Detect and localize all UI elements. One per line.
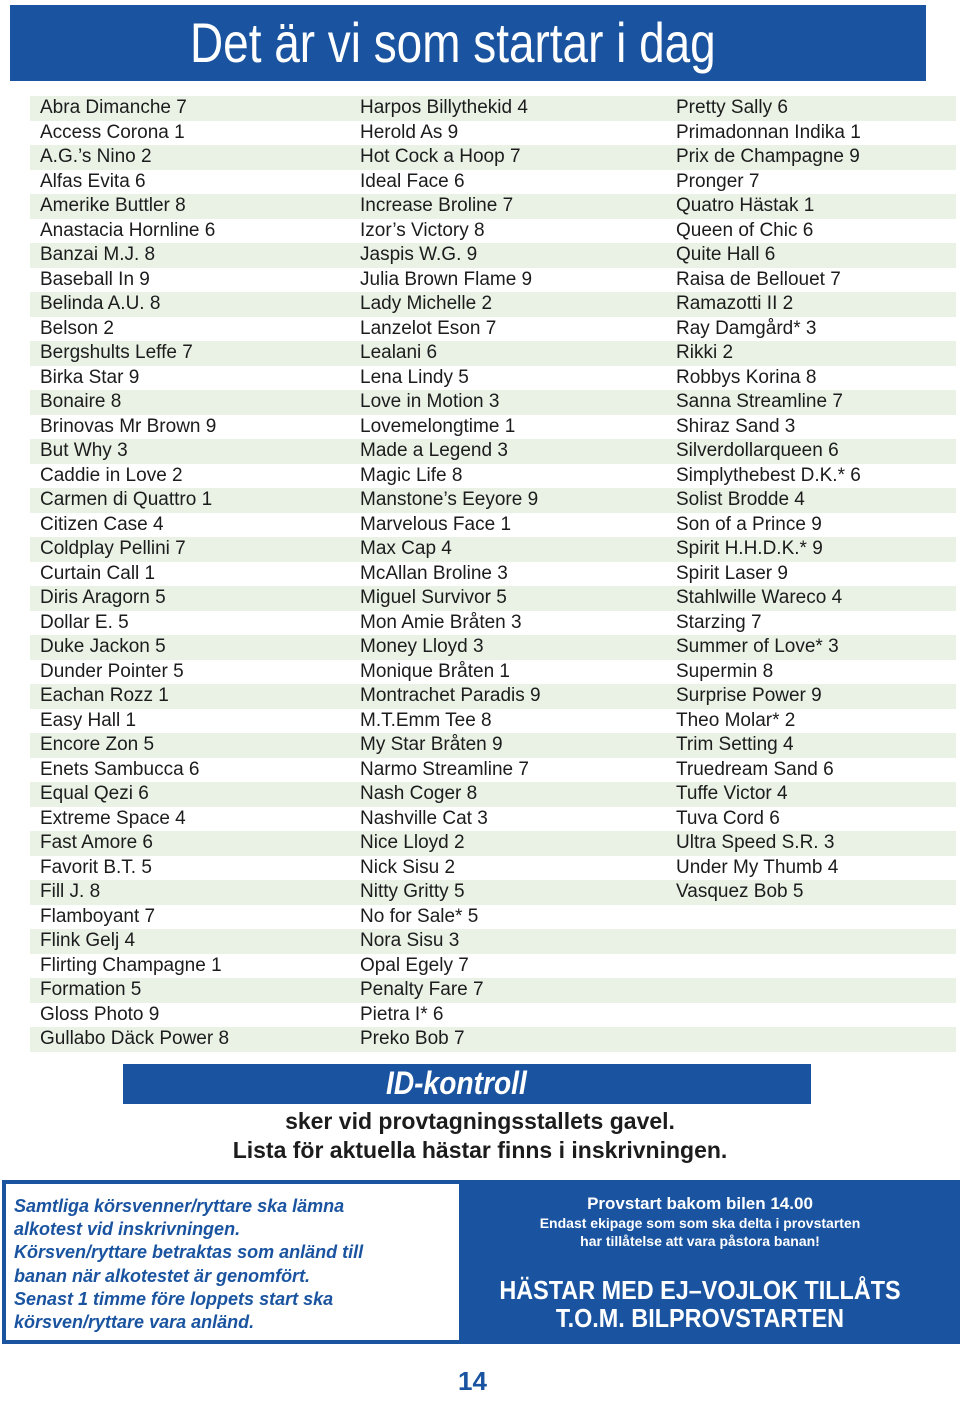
horse-entry: Bonaire 8 [40, 391, 122, 412]
horse-entry: Gullabo Däck Power 8 [40, 1028, 230, 1049]
horse-entry: Nash Coger 8 [360, 783, 478, 804]
horse-entry: Nashville Cat 3 [360, 807, 488, 829]
horse-entry: Lovemelongtime 1 [360, 415, 516, 437]
alcohol-notice-line: körsven/ryttare vara anländ. [14, 1312, 255, 1332]
horse-entry: Opal Egely 7 [360, 954, 469, 976]
horse-entry: Quatro Hästak 1 [676, 195, 815, 216]
horse-entry: Silverdollarqueen 6 [676, 440, 839, 461]
horse-entry: Pietra I* 6 [360, 1003, 444, 1025]
horse-entry: Extreme Space 4 [40, 807, 186, 829]
horse-entry: Montrachet Paradis 9 [360, 685, 541, 706]
horse-entry: Nice Lloyd 2 [360, 832, 465, 853]
horse-entry: Equal Qezi 6 [40, 783, 149, 804]
alcohol-notice-line: alkotest vid inskrivningen. [14, 1219, 241, 1239]
horse-entry: Marvelous Face 1 [360, 513, 512, 535]
horse-entry: Preko Bob 7 [360, 1028, 465, 1049]
horse-entry: Primadonnan Indika 1 [676, 121, 861, 143]
horse-entry: Encore Zon 5 [40, 734, 155, 755]
horse-entry: Enets Sambucca 6 [40, 758, 200, 780]
horse-entry: Dunder Pointer 5 [40, 660, 184, 682]
horse-entry: Hot Cock a Hoop 7 [360, 146, 521, 167]
horse-list-column-2 [350, 96, 670, 1052]
horse-entry: A.G.’s Nino 2 [40, 146, 152, 167]
alcohol-notice-line: Samtliga körsvenner/ryttare ska lämna [14, 1196, 345, 1216]
horse-entry: Miguel Survivor 5 [360, 587, 507, 608]
horse-entry: Alfas Evita 6 [40, 170, 146, 192]
horse-entry: Tuffe Victor 4 [676, 783, 788, 804]
horse-entry: Stahlwille Wareco 4 [676, 587, 843, 608]
horse-entry: Citizen Case 4 [40, 513, 164, 535]
horse-entry: Flamboyant 7 [40, 905, 156, 927]
horse-entry: Prix de Champagne 9 [676, 146, 860, 167]
horse-entry: Formation 5 [40, 979, 142, 1000]
horse-entry: Eachan Rozz 1 [40, 685, 169, 706]
horse-entry: Coldplay Pellini 7 [40, 538, 186, 559]
horse-entry: Manstone’s Eeyore 9 [360, 489, 539, 510]
id-control-banner [123, 1064, 811, 1104]
horse-entry: Robbys Korina 8 [676, 366, 817, 388]
horse-entry: My Star Bråten 9 [360, 734, 503, 755]
horse-entry: Nick Sisu 2 [360, 856, 456, 878]
horse-entry: Raisa de Bellouet 7 [676, 268, 841, 290]
horse-entry: Izor’s Victory 8 [360, 219, 485, 241]
horse-entry: Ideal Face 6 [360, 170, 465, 192]
horse-entry: Birka Star 9 [40, 366, 140, 388]
horse-entry: Anastacia Hornline 6 [40, 219, 216, 241]
horse-entry: No for Sale* 5 [360, 905, 479, 927]
horse-entry: Spirit Laser 9 [676, 562, 788, 584]
horse-entry: Lealani 6 [360, 342, 438, 363]
horse-entry: Favorit B.T. 5 [40, 856, 152, 878]
page-title: Det är vi som startar i dag [190, 11, 716, 74]
provstart-line-1: Endast ekipage som som ska delta i provstarten [539, 1215, 861, 1231]
horse-entry: Pronger 7 [676, 170, 760, 192]
horse-entry: Fast Amore 6 [40, 832, 153, 853]
horse-entry: Dollar E. 5 [40, 611, 129, 633]
id-control-title: ID-kontroll [386, 1065, 527, 1101]
horse-entry: Penalty Fare 7 [360, 979, 484, 1000]
horse-entry: Caddie in Love 2 [40, 464, 183, 486]
id-control-line-1: sker vid provtagningsstallets gavel. [285, 1108, 675, 1134]
horse-entry: M.T.Emm Tee 8 [360, 709, 492, 731]
horse-entry: Solist Brodde 4 [676, 489, 805, 510]
horse-entry: Rikki 2 [676, 342, 734, 363]
horse-entry: Quite Hall 6 [676, 244, 776, 265]
horse-entry: Starzing 7 [676, 611, 762, 633]
horse-entry: Abra Dimanche 7 [40, 97, 187, 118]
horse-entry: Lady Michelle 2 [360, 293, 493, 314]
horse-entry: Harpos Billythekid 4 [360, 97, 528, 118]
horse-entry: Nora Sisu 3 [360, 930, 460, 951]
alcohol-notice-line: Senast 1 timme före loppets start ska [14, 1289, 334, 1309]
horse-entry: Curtain Call 1 [40, 562, 156, 584]
horse-entry: Under My Thumb 4 [676, 856, 839, 878]
horse-entry: Sanna Streamline 7 [676, 391, 843, 412]
horse-entry: Summer of Love* 3 [676, 636, 839, 657]
horse-entry: Lena Lindy 5 [360, 366, 469, 388]
horse-entry: Truedream Sand 6 [676, 758, 834, 780]
horse-entry: Pretty Sally 6 [676, 97, 788, 118]
horse-entry: Flirting Champagne 1 [40, 954, 222, 976]
horse-entry: Belson 2 [40, 317, 114, 339]
alcohol-notice-line: Körsven/ryttare betraktas som anländ till [14, 1242, 364, 1262]
horse-entry: Love in Motion 3 [360, 391, 500, 412]
horses-notice-line-2: T.O.M. BILPROVSTARTEN [555, 1303, 845, 1333]
horse-entry: Increase Broline 7 [360, 195, 514, 216]
provstart-line-2: har tillåtelse att vara påstora banan! [580, 1233, 820, 1249]
horse-entry: Vasquez Bob 5 [676, 881, 804, 902]
page-header [10, 5, 926, 81]
horse-entry: Easy Hall 1 [40, 709, 137, 731]
horse-entry: Nitty Gritty 5 [360, 881, 465, 902]
horse-entry: Julia Brown Flame 9 [360, 268, 533, 290]
horse-entry: Narmo Streamline 7 [360, 758, 529, 780]
horse-entry: But Why 3 [40, 440, 128, 461]
horse-entry: Shiraz Sand 3 [676, 415, 796, 437]
horse-entry: Monique Bråten 1 [360, 660, 510, 682]
horse-entry: Brinovas Mr Brown 9 [40, 415, 217, 437]
horse-entry: Surprise Power 9 [676, 685, 822, 706]
horse-list-column-3 [666, 96, 960, 905]
horse-entry: Lanzelot Eson 7 [360, 317, 497, 339]
horse-entry: Herold As 9 [360, 121, 459, 143]
horse-entry: Flink Gelj 4 [40, 930, 136, 951]
horse-entry: Duke Jackon 5 [40, 636, 166, 657]
horse-entry: Queen of Chic 6 [676, 219, 814, 241]
horse-entry: Diris Aragorn 5 [40, 587, 166, 608]
horse-entry: Access Corona 1 [40, 121, 185, 143]
id-control-line-2: Lista för aktuella hästar finns i inskrivningen. [232, 1137, 728, 1163]
horse-entry: Magic Life 8 [360, 464, 463, 486]
horse-entry: Jaspis W.G. 9 [360, 244, 478, 265]
horse-entry: Made a Legend 3 [360, 440, 508, 461]
provstart-title: Provstart bakom bilen 14.00 [587, 1194, 813, 1213]
horse-entry: Ray Damgård* 3 [676, 317, 817, 339]
provstart-notice [471, 1186, 929, 1260]
horse-entry: Ultra Speed S.R. 3 [676, 832, 835, 853]
horse-entry: Trim Setting 4 [676, 734, 794, 755]
horse-entry: Money Lloyd 3 [360, 636, 484, 657]
horse-entry: Carmen di Quattro 1 [40, 489, 213, 510]
horse-entry: Simplythebest D.K.* 6 [676, 464, 861, 486]
horse-entry: Amerike Buttler 8 [40, 195, 186, 216]
horse-entry: Theo Molar* 2 [676, 709, 796, 731]
horse-entry: Mon Amie Bråten 3 [360, 611, 522, 633]
page-number: 14 [458, 1366, 487, 1396]
horse-entry: Tuva Cord 6 [676, 807, 780, 829]
horse-list-column-1 [30, 96, 350, 1052]
horse-entry: Banzai M.J. 8 [40, 244, 156, 265]
horse-entry: Belinda A.U. 8 [40, 293, 161, 314]
horse-entry: Gloss Photo 9 [40, 1003, 160, 1025]
horses-notice [471, 1266, 929, 1338]
horse-entry: Spirit H.H.D.K.* 9 [676, 538, 823, 559]
horses-notice-line-1: HÄSTAR MED EJ–VOJLOK TILLÅTS [499, 1275, 901, 1305]
horse-entry: Supermin 8 [676, 660, 774, 682]
alcohol-notice [6, 1184, 459, 1340]
horse-entry: Baseball In 9 [40, 268, 150, 290]
alcohol-notice-line: banan när alkotestet är genomfört. [14, 1266, 311, 1286]
horse-entry: Ramazotti II 2 [676, 293, 794, 314]
horse-entry: Bergshults Leffe 7 [40, 342, 193, 363]
horse-entry: Fill J. 8 [40, 881, 101, 902]
horse-entry: Max Cap 4 [360, 538, 452, 559]
horse-entry: McAllan Broline 3 [360, 562, 508, 584]
horse-entry: Son of a Prince 9 [676, 513, 822, 535]
